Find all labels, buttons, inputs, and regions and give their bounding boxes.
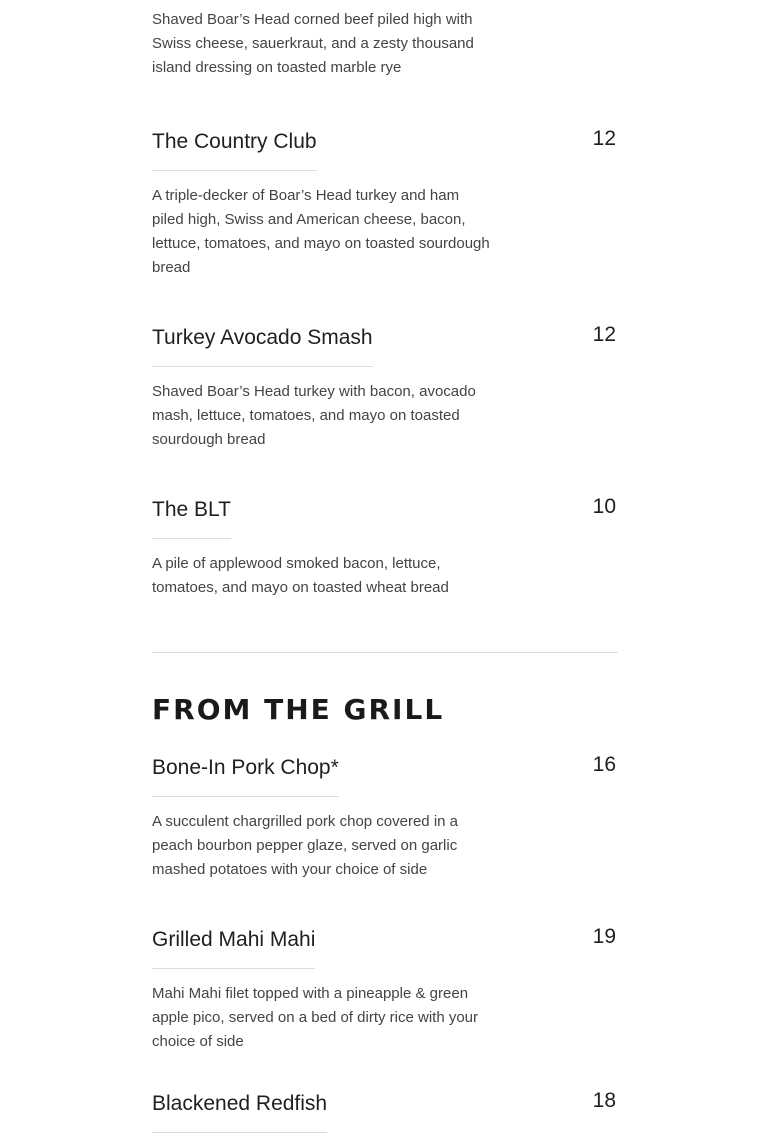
menu-item-grilled-mahi-mahi <box>152 926 618 1054</box>
item-price: 16 <box>592 753 616 776</box>
item-name: Bone-In Pork Chop* <box>152 754 339 797</box>
section-title: FROM THE GRILL <box>152 693 445 726</box>
item-name: The Country Club <box>152 128 317 171</box>
item-price: 19 <box>592 925 616 948</box>
item-description: A pile of applewood smoked bacon, lettuce, tomatoes, and mayo on toasted wheat bread <box>152 555 449 596</box>
item-price: 18 <box>592 1089 616 1112</box>
item-name: The BLT <box>152 496 231 539</box>
menu-item-the-blt <box>152 496 618 600</box>
menu-item-turkey-avocado-smash <box>152 324 618 452</box>
item-price: 12 <box>592 127 616 150</box>
item-price: 10 <box>592 495 616 518</box>
item-description: Shaved Boar’s Head corned beef piled high with Swiss cheese, sauerkraut, and a zesty thousand island dressing on toasted marble rye <box>152 11 474 76</box>
item-description: Mahi Mahi filet topped with a pineapple & green apple pico, served on a bed of dirty rice with your choice of side <box>152 985 479 1050</box>
item-name: Blackened Redfish <box>152 1090 327 1133</box>
menu-item-bone-in-pork-chop <box>152 754 618 882</box>
item-name: Turkey Avocado Smash <box>152 324 373 367</box>
menu-item-blackened-redfish <box>152 1090 618 1133</box>
item-description: Shaved Boar’s Head turkey with bacon, avocado mash, lettuce, tomatoes, and mayo on toasted sourdough bread <box>152 383 476 448</box>
section-divider <box>152 652 618 653</box>
item-price: 12 <box>592 323 616 346</box>
item-description: A triple-decker of Boar’s Head turkey and ham piled high, Swiss and American cheese, bacon, lettuce, tomatoes, and mayo on toasted sourdough bread <box>152 187 490 276</box>
item-description: A succulent chargrilled pork chop covered in a peach bourbon pepper glaze, served on garlic mashed potatoes with your choice of side <box>152 813 459 878</box>
item-name: Grilled Mahi Mahi <box>152 926 315 969</box>
menu-item-the-country-club <box>152 128 618 280</box>
